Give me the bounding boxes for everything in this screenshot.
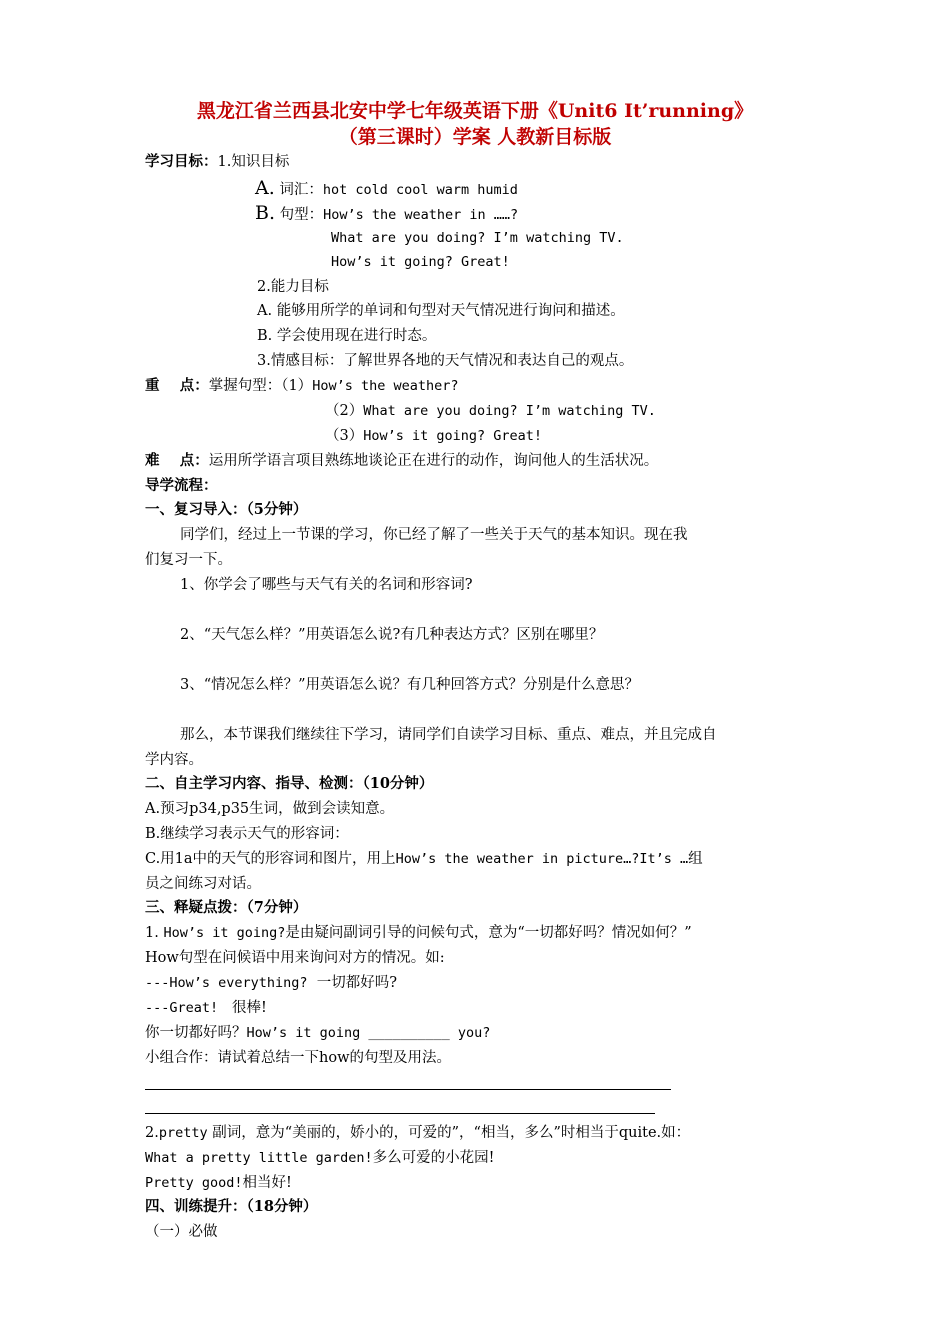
section3-heading: 三、释疑点拨：（7分钟）	[145, 899, 308, 916]
key-point-2-prefix: （2）	[325, 403, 364, 419]
section2-heading: 二、自主学习内容、指导、检测：（10分钟）	[145, 775, 434, 792]
section1-heading: 一、复习导入：（5分钟）	[145, 501, 308, 518]
difficult-text: 运用所学语言项目熟练地谈论正在进行的动作，询问他人的生活状况。	[208, 453, 659, 469]
point-1-phrase: How’s it going?	[163, 925, 286, 941]
review-question-1: 1、你学会了哪些与天气有关的名词和形容词?	[180, 577, 473, 593]
point-1-row	[145, 923, 692, 943]
goal-b-line3: How’s it going? Great!	[331, 254, 510, 270]
example-3-cn: 你一切都好吗？	[145, 1025, 247, 1041]
point-2-row	[145, 1123, 690, 1143]
section4-sub1: （一）必做	[145, 1224, 218, 1240]
ability-goal-a: A. 能够用所学的单词和句型对天气情况进行询问和描述。	[257, 303, 625, 319]
answer-line-2	[145, 1113, 655, 1114]
key-point-2-row	[325, 401, 656, 421]
key-points-intro: 掌握句型：（1）	[208, 378, 313, 394]
difficult-label: 难 点：	[145, 452, 209, 469]
example-5-cn: 相当好!	[242, 1175, 292, 1191]
example-1-cn: 一切都好吗?	[307, 975, 398, 991]
goal-b-marker: B.	[255, 202, 276, 224]
section1-outro-line1: 那么，本节课我们继续往下学习，请同学们自读学习目标、重点、难点，并且完成自	[180, 727, 717, 743]
example-4-cn: 多么可爱的小花园!	[372, 1150, 495, 1166]
key-point-1: How’s the weather?	[312, 378, 459, 394]
example-5-en: Pretty good!	[145, 1175, 243, 1191]
section2-item-c	[145, 849, 703, 869]
goal-b-line1: How’s the weather in ……?	[323, 207, 519, 223]
key-point-2: What are you doing? I’m watching TV.	[363, 403, 656, 419]
point-1-explanation: 是由疑问副词引导的问候句式，意为“一切都好吗？情况如何？”	[285, 925, 692, 941]
goals-label: 学习目标：	[145, 153, 218, 170]
section2-item-c-sentence: How’s the weather in picture…?It’s …	[395, 851, 689, 867]
goals-row	[145, 152, 289, 172]
knowledge-goal-label: 1.知识目标	[217, 154, 290, 170]
answer-line-1	[145, 1089, 671, 1090]
ability-goal-label: 2.能力目标	[257, 279, 329, 295]
example-3-en: How’s it going __________ you?	[246, 1025, 491, 1041]
section2-item-a: A.预习p34,p35生词，做到会读知意。	[145, 801, 395, 817]
example-1-en: ---How’s everything?	[145, 975, 308, 991]
group-task: 小组合作：请试着总结一下how的句型及用法。	[145, 1050, 451, 1066]
example-4-en: What a pretty little garden!	[145, 1150, 373, 1166]
example-4	[145, 1148, 494, 1168]
section1-intro-line2: 们复习一下。	[145, 552, 232, 568]
section2-item-b: B.继续学习表示天气的形容词：	[145, 826, 349, 842]
section2-item-c-pre: C.用1a中的天气的形容词和图片，用上	[145, 851, 396, 867]
point-1-line2: How句型在问候语中用来询问对方的情况。如:	[145, 950, 445, 966]
key-point-3-prefix: （3）	[325, 428, 364, 444]
point-1-number: 1.	[145, 925, 164, 941]
goal-b-label: 句型：	[279, 207, 324, 223]
point-2-number: 2.	[145, 1125, 159, 1141]
document-title-line1: 黑龙江省兰西县北安中学七年级英语下册《Unit6 It’running》	[196, 100, 754, 122]
goal-a-row	[255, 178, 518, 200]
section1-outro-line2: 学内容。	[145, 752, 203, 768]
document-title-line2: （第三课时）学案 人教新目标版	[338, 126, 612, 148]
point-2-word: pretty	[158, 1125, 208, 1141]
example-2-cn: 很棒!	[218, 1000, 267, 1016]
example-3	[145, 1023, 490, 1043]
goal-b-line2: What are you doing? I’m watching TV.	[331, 230, 624, 246]
goal-a-words: hot cold cool warm humid	[322, 182, 518, 198]
difficult-row	[145, 451, 658, 471]
section1-intro-line1: 同学们，经过上一节课的学习，你已经了解了一些关于天气的基本知识。现在我	[180, 527, 688, 543]
review-question-2: 2、“天气怎么样？”用英语怎么说?有几种表达方式？区别在哪里？	[180, 627, 604, 643]
key-points-label: 重 点：	[145, 377, 209, 394]
ability-goal-b: B. 学会使用现在进行时态。	[257, 328, 437, 344]
emotion-goal: 3.情感目标：了解世界各地的天气情况和表达自己的观点。	[257, 353, 634, 369]
point-2-explanation: 副词，意为“美丽的，娇小的，可爱的”，“相当，多么”时相当于quite.如：	[207, 1125, 691, 1141]
example-1	[145, 973, 397, 993]
goal-a-label: 词汇：	[279, 182, 323, 198]
process-label: 导学流程：	[145, 477, 218, 494]
example-2-en: ---Great!	[145, 1000, 219, 1016]
review-question-3: 3、“情况怎么样？”用英语怎么说？有几种回答方式？分别是什么意思？	[180, 677, 640, 693]
section4-heading: 四、训练提升：（18分钟）	[145, 1198, 318, 1215]
key-point-3-row	[325, 426, 542, 446]
section2-item-c-line2: 员之间练习对话。	[145, 876, 261, 892]
example-5	[145, 1173, 292, 1193]
key-points-row	[145, 376, 459, 396]
example-2	[145, 998, 267, 1018]
key-point-3: How’s it going? Great!	[363, 428, 543, 444]
section2-item-c-post: 组	[688, 851, 703, 867]
goal-b-row	[255, 203, 518, 225]
goal-a-marker: A.	[255, 177, 275, 199]
